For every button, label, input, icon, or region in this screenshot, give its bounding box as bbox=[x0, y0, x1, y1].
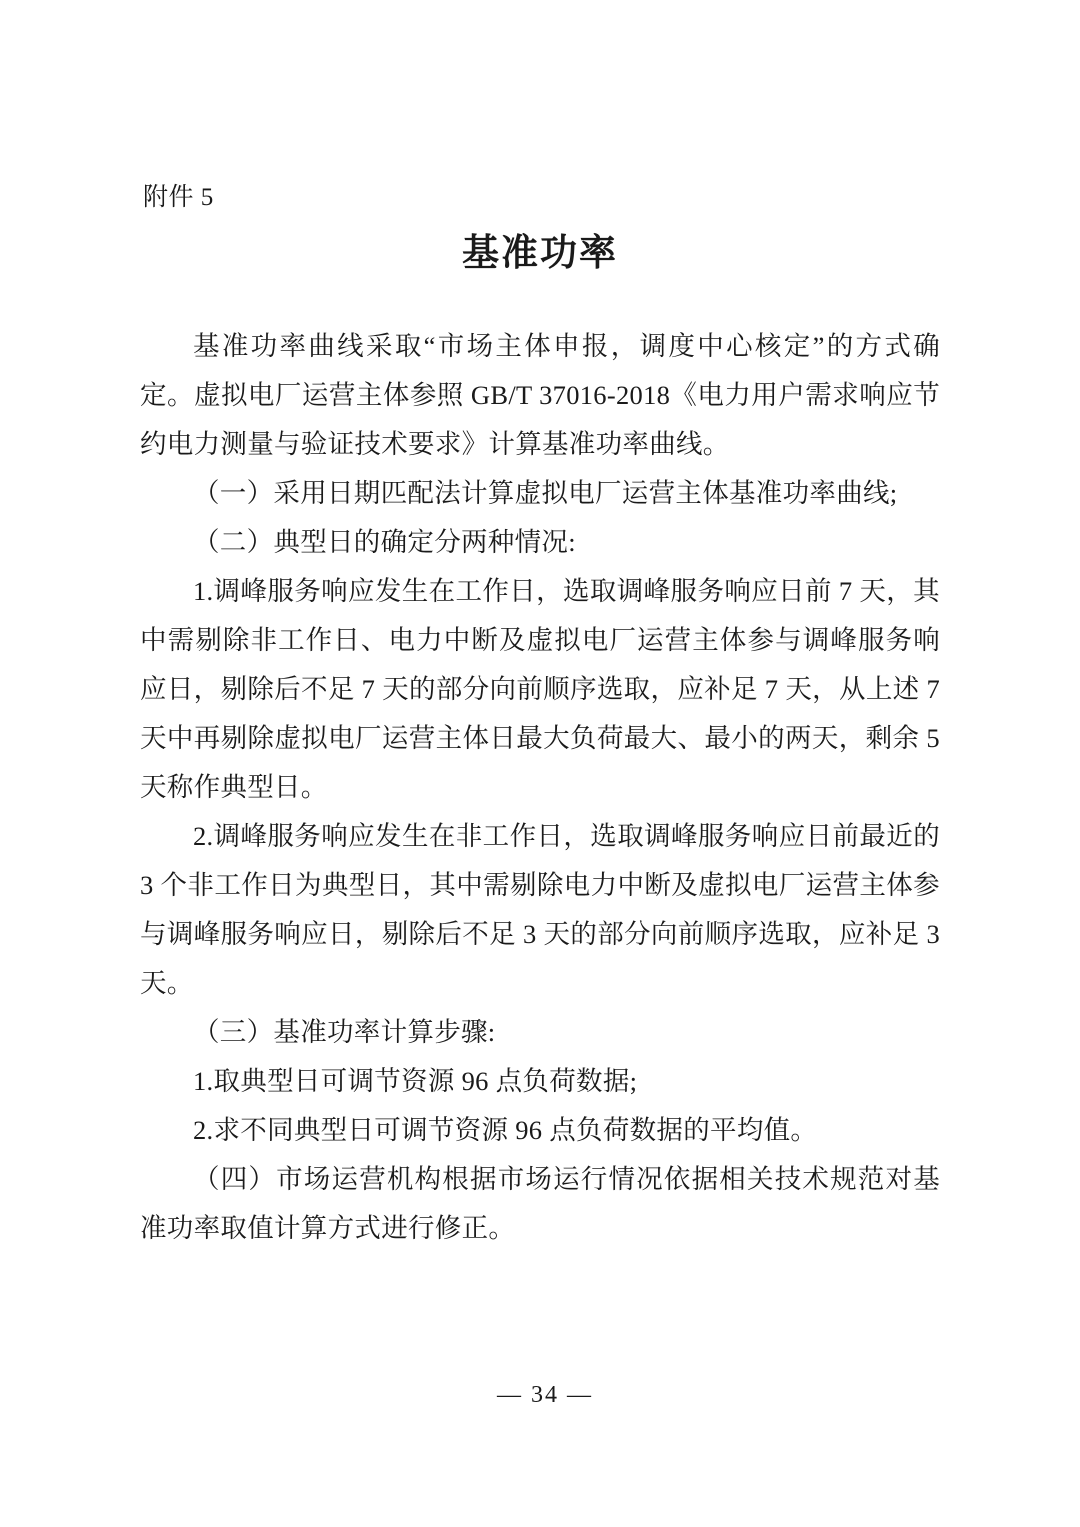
attachment-label: 附件 5 bbox=[143, 184, 214, 211]
paragraph: 2.调峰服务响应发生在非工作日，选取调峰服务响应日前最近的 3 个非工作日为典型日，其中需剔除电力中断及虚拟电厂运营主体参与调峰服务响应日，剔除后不足 3 天的部分向前顺序选取，应补足 3 天。 bbox=[140, 821, 940, 999]
paragraph: （三）基准功率计算步骤: bbox=[193, 1017, 496, 1048]
paragraph: （二）典型日的确定分两种情况: bbox=[193, 527, 576, 558]
page-number: — 34 — bbox=[497, 1382, 593, 1408]
paragraph: 1.调峰服务响应发生在工作日，选取调峰服务响应日前 7 天，其中需剔除非工作日、电力中断及虚拟电厂运营主体参与调峰服务响应日，剔除后不足 7 天的部分向前顺序选取，应补足 7 天，从上述 7 天中再剔除虚拟电厂运营主体日最大负荷最大、最小的两天，剩余 5 天称作典型日。 bbox=[140, 576, 940, 803]
paragraph: （一）采用日期匹配法计算虚拟电厂运营主体基准功率曲线; bbox=[193, 478, 898, 509]
paragraph: 2.求不同典型日可调节资源 96 点负荷数据的平均值。 bbox=[193, 1115, 818, 1146]
paragraph: （四）市场运营机构根据市场运行情况依据相关技术规范对基准功率取值计算方式进行修正。 bbox=[140, 1164, 940, 1244]
paragraph: 基准功率曲线采取“市场主体申报，调度中心核定”的方式确定。虚拟电厂运营主体参照 GB/T 37016-2018《电力用户需求响应节约电力测量与验证技术要求》计算基准功率曲线。 bbox=[140, 331, 940, 460]
page-title: 基准功率 bbox=[462, 233, 618, 274]
document-body bbox=[140, 322, 940, 1253]
paragraph: 1.取典型日可调节资源 96 点负荷数据; bbox=[193, 1066, 638, 1097]
